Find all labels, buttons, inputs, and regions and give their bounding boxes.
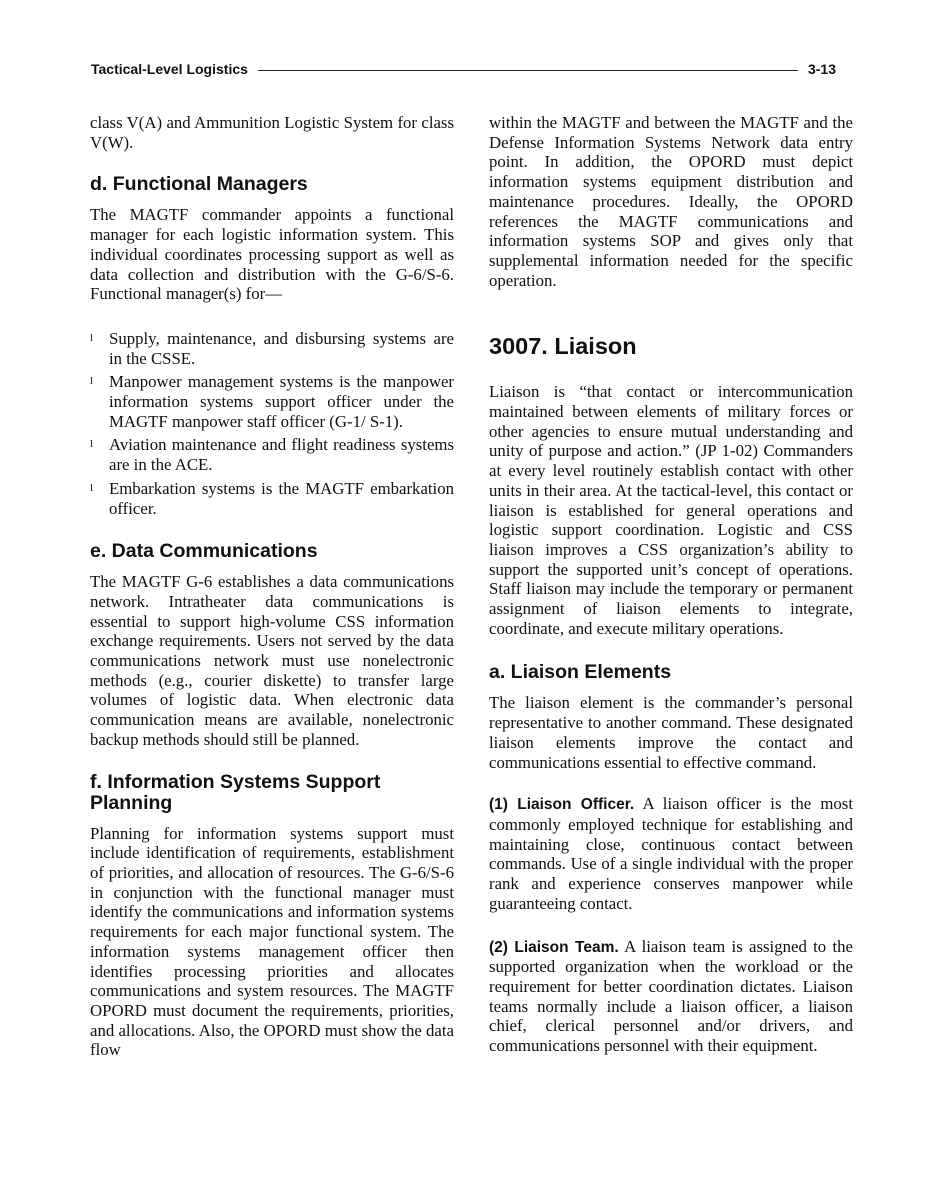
paragraph-functional-managers: The MAGTF commander appoints a functional manager for each logistic information system. This individual coordinates processing support as well as data collection and distribution with the G-6/S-6. Functional manager(s) for— — [90, 205, 454, 304]
heading-data-communications: e. Data Communications — [90, 540, 318, 563]
list-item — [90, 435, 454, 474]
text-liaison-team: A liaison team is assigned to the supported organization when the workload or the requirement for better coordination dictates. Liaison teams normally include a liaison officer, a liaison chief, clerical personnel and/or drivers, and communications personnel with their equipment. — [489, 936, 853, 1056]
bullet-glyph: l — [90, 481, 94, 494]
running-header — [91, 58, 836, 80]
text-liaison-officer: A liaison officer is the most commonly employed technique for establishing and maintaining close, continuous contact between commands. Use of a single individual with the proper rank and experience conserves manpower while guaranteeing contact. — [489, 794, 853, 913]
list-item-text: Manpower management systems is the manpower information systems support officer under the MAGTF manpower staff officer (G-1/ S-1). — [109, 372, 454, 431]
functional-managers-list — [90, 329, 454, 518]
header-rule — [258, 70, 798, 71]
list-item-text: Embarkation systems is the MAGTF embarkation officer. — [109, 478, 454, 518]
running-title: Tactical-Level Logistics — [91, 61, 248, 77]
paragraph-liaison: Liaison is “that contact or intercommunication maintained between elements of military forces or other agencies to ensure mutual understanding and unity of purpose and action.” (JP 1-02) Commanders at every level routinely establish contact with other units in their area. At the tactical-level, this contact or liaison is established for general operations and logistic support coordination. Logistic and CSS liaison improves a CSS organization’s ability to support the supported unit’s concept of operations. Staff liaison may include the temporary or permanent assignment of liaison elements to integrate, coordinate, and execute military operations. — [489, 382, 853, 638]
list-item — [90, 329, 454, 368]
right-column — [489, 113, 853, 1056]
paragraph-liaison-team — [489, 937, 853, 1056]
paragraph-data-communications: The MAGTF G-6 establishes a data communications network. Intratheater data communications is essential to support high-volume CSS information exchange requirements. Users not served by the data communications network must use nonelectronic methods (e.g., courier diskette) to transfer large volumes of logistic data. When electronic data communication means are available, nonelectronic backup methods should still be planned. — [90, 572, 454, 749]
heading-liaison: 3007. Liaison — [489, 333, 637, 360]
page-number: 3-13 — [807, 61, 836, 77]
bullet-glyph: l — [90, 438, 94, 451]
paragraph-liaison-officer — [489, 794, 853, 913]
paragraph-liaison-elements: The liaison element is the commander’s personal representative to another command. These designated liaison elements improve the contact and communications essential to effective command. — [489, 693, 853, 772]
run-in-liaison-officer: (1) Liaison Officer. — [489, 796, 635, 814]
bullet-glyph: l — [90, 331, 94, 344]
run-in-liaison-team: (2) Liaison Team. — [489, 938, 619, 956]
list-item-text: Supply, maintenance, and disbursing systems are in the CSSE. — [109, 328, 454, 368]
paragraph-continuation: within the MAGTF and between the MAGTF and the Defense Information Systems Network data entry point. In addition, the OPORD must depict information systems equipment distribution and maintenance procedures. Ideally, the OPORD references the MAGTF communications and information systems SOP and gives only that supplemental information needed for the specific operation. — [489, 113, 853, 290]
paragraph-information-systems-support-planning: Planning for information systems support must include identification of requirements, establishment of priorities, and allocation of resources. The G-6/S-6 in conjunction with the functional manager must identify the communications and information systems requirements for each major functional system. The information systems management officer then identifies processing priorities and allocates communications and system resources. The MAGTF OPORD must document the requirements, priorities, and allocations. Also, the OPORD must show the data flow — [90, 823, 454, 1060]
heading-functional-managers: d. Functional Managers — [90, 173, 308, 196]
heading-liaison-elements: a. Liaison Elements — [489, 661, 672, 684]
intro-continuation: class V(A) and Ammunition Logistic System for class V(W). — [90, 113, 454, 152]
list-item — [90, 479, 454, 518]
list-item — [90, 372, 454, 431]
heading-information-systems-support-planning: f. Information Systems Support Planning — [90, 770, 381, 814]
list-item-text: Aviation maintenance and flight readiness systems are in the ACE. — [109, 435, 454, 475]
left-column — [90, 113, 454, 1060]
bullet-glyph: l — [90, 375, 94, 388]
